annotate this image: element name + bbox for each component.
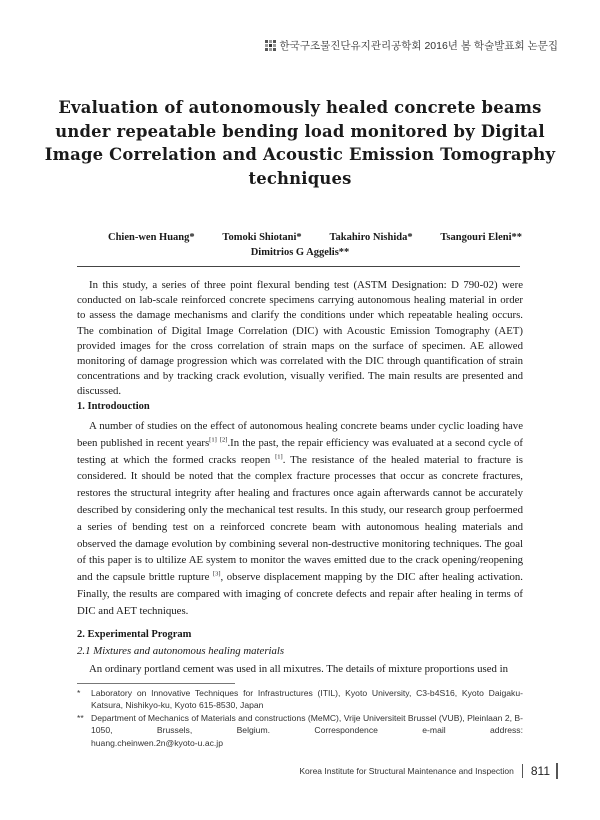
experimental-body: An ordinary portland cement was used in all mixutres. The details of mixture proportions used in bbox=[89, 663, 508, 675]
introduction-body bbox=[77, 418, 523, 620]
footnote-text: Laboratory on Innovative Techniques for Infrastructures (ITIL), Kyoto University, C3-b4S16, Kyoto Daigaku-Katsura, Nishikyo-ku, Kyoto 615-8530, Japan bbox=[91, 688, 523, 711]
footer-bar bbox=[556, 763, 558, 779]
grid-logo-icon bbox=[265, 40, 276, 51]
citation: [1] bbox=[209, 436, 217, 444]
author-name: Dimitrios G Aggelis** bbox=[250, 247, 350, 258]
author-name: Chien-wen Huang* bbox=[108, 232, 195, 243]
author-name: Tsangouri Eleni** bbox=[440, 232, 522, 243]
footnote-line: Department of Mechanics of Materials and constructions (MeMC), Vrije Universiteit Brussel (VUB), Pleinlaan 2, B-1050, Brussels, Belgium. Correspondence e-mail address: bbox=[91, 712, 523, 736]
body-text: . The resistance of the healed material to fracture is considered. It should be noted that the complex fracture processes that occur as concrete fractures, restores the structural integrity after healing and fractures once again afterwards cannot be accurately described by considering only the mechanical test results. In this study, our research group perfoermed a series of bending test on a reinforced concrete beam with autonomous healing materials and observed the damage evolution by combining several non-destructive monitoring techniques. The goal of this paper is to ultilize AE system to monitor the waves emitted due to the crack opening/reopening and the capsule brittle rupture bbox=[77, 453, 523, 584]
author-name: Takahiro Nishida* bbox=[329, 232, 413, 243]
footnote bbox=[77, 687, 523, 712]
citation: [1] bbox=[275, 453, 283, 460]
footnotes bbox=[77, 687, 523, 749]
footnote-email: huang.cheinwen.2n@kyoto-u.ac.jp bbox=[91, 737, 223, 748]
body-text: A number of studies on the effect of autonomous healing concrete beams under cyclic loading have been published in recent years bbox=[77, 420, 523, 449]
author-name: Tomoki Shiotani* bbox=[222, 232, 302, 243]
page-footer bbox=[299, 763, 558, 779]
section-heading: 2. Experimental Program bbox=[77, 629, 192, 640]
citation: [2] bbox=[219, 436, 228, 444]
footnote bbox=[77, 712, 523, 749]
footnote-mark: ** bbox=[77, 712, 84, 723]
body-text: , observe displacement mapping by the DIC after healing activation. Finally, the results are compared with imaging of concrete defects and repair after healing in terms of DIC and AET techniques. bbox=[77, 571, 523, 617]
body-text: .In the past, the repair efficiency was evaluated at a second cycle of testing at which the formed cracks reopen bbox=[77, 436, 523, 466]
abstract: In this study, a series of three point flexural bending test (ASTM Designation: D 790-02) were conducted on lab-scale reinforced concrete specimens carrying autonomous healing material in order to assess the damage mechanisms and clarify the conditions under which repeatable healing occurs. The combination of Digital Image Correlation (DIC) with Acoustic Emission Tomography (AET) provided images for the cross correlation of strain maps on the surface of specimen. AE allowed monitoring of damage progression which was correlated with the DIC through quantification of strain concentrations and by tracking crack evolution, visually verified. The main results are presented and discussed. bbox=[77, 279, 523, 398]
conference-name: 한국구조물진단유지관리공학회 2016년 봄 학술발표회 논문집 bbox=[279, 40, 558, 52]
subsection-heading: 2.1 Mixtures and autonomous healing materials bbox=[77, 645, 285, 657]
footer-divider bbox=[522, 764, 523, 778]
footnote-mark: * bbox=[77, 688, 81, 698]
author-list bbox=[60, 232, 540, 258]
conference-header bbox=[265, 38, 558, 53]
title-divider bbox=[77, 266, 520, 267]
footer-institute: Korea Institute for Structural Maintenance and Inspection bbox=[299, 766, 514, 776]
page-number: 811 bbox=[530, 764, 550, 778]
section-heading: 1. Introdouction bbox=[77, 401, 150, 412]
footnote-divider bbox=[77, 683, 235, 684]
paper-title: Evaluation of autonomously healed concrete beams under repeatable bending load monitored by Digital Image Correlation and Acoustic Emission Tomography techniques bbox=[44, 98, 556, 188]
citation: [3] bbox=[212, 570, 221, 578]
footnote-text bbox=[91, 712, 523, 749]
